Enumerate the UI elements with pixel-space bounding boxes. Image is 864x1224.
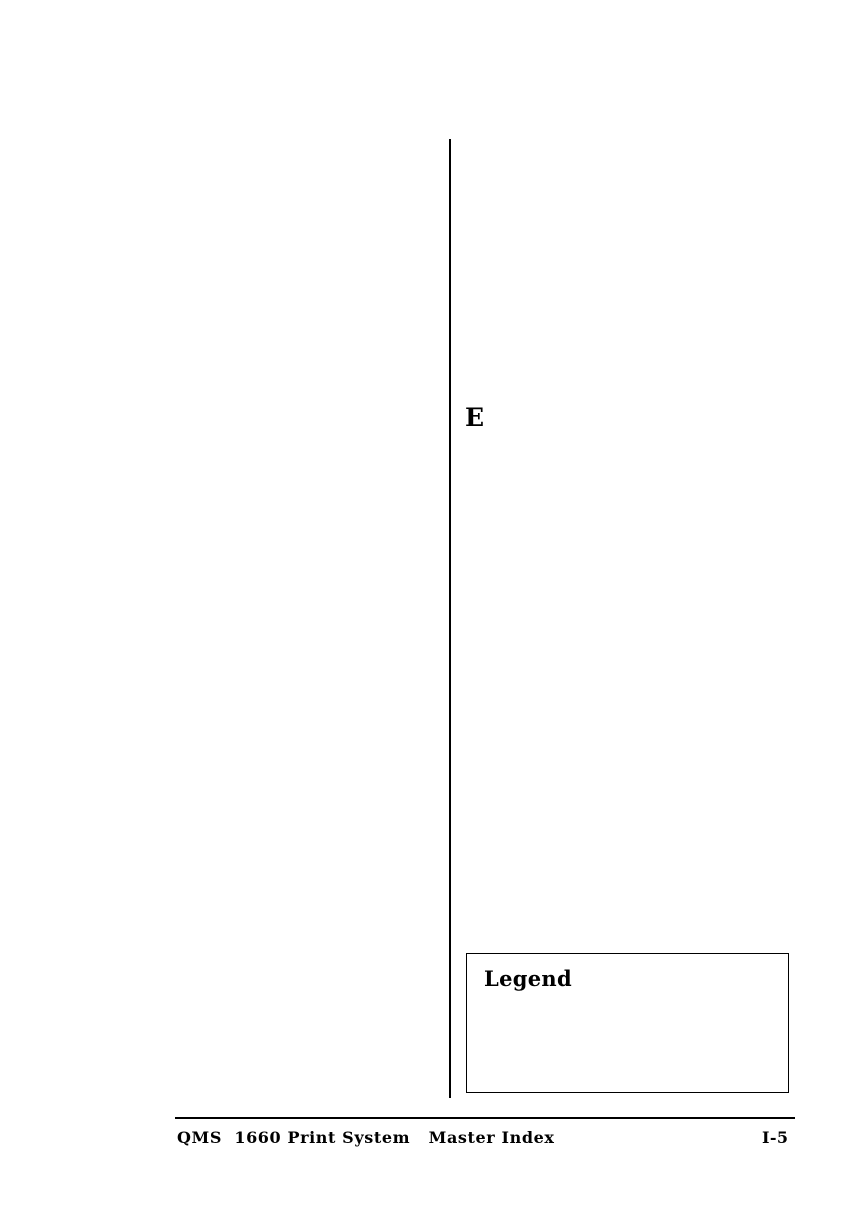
column-divider-rule — [449, 139, 451, 1098]
legend-title: Legend — [484, 966, 572, 991]
index-section-letter: E — [465, 403, 485, 432]
footer-document-title: QMS 1660 Print System Master Index — [177, 1128, 555, 1147]
legend-box — [466, 953, 789, 1093]
footer-divider-rule — [175, 1117, 795, 1119]
footer-page-number: I-5 — [762, 1128, 789, 1147]
